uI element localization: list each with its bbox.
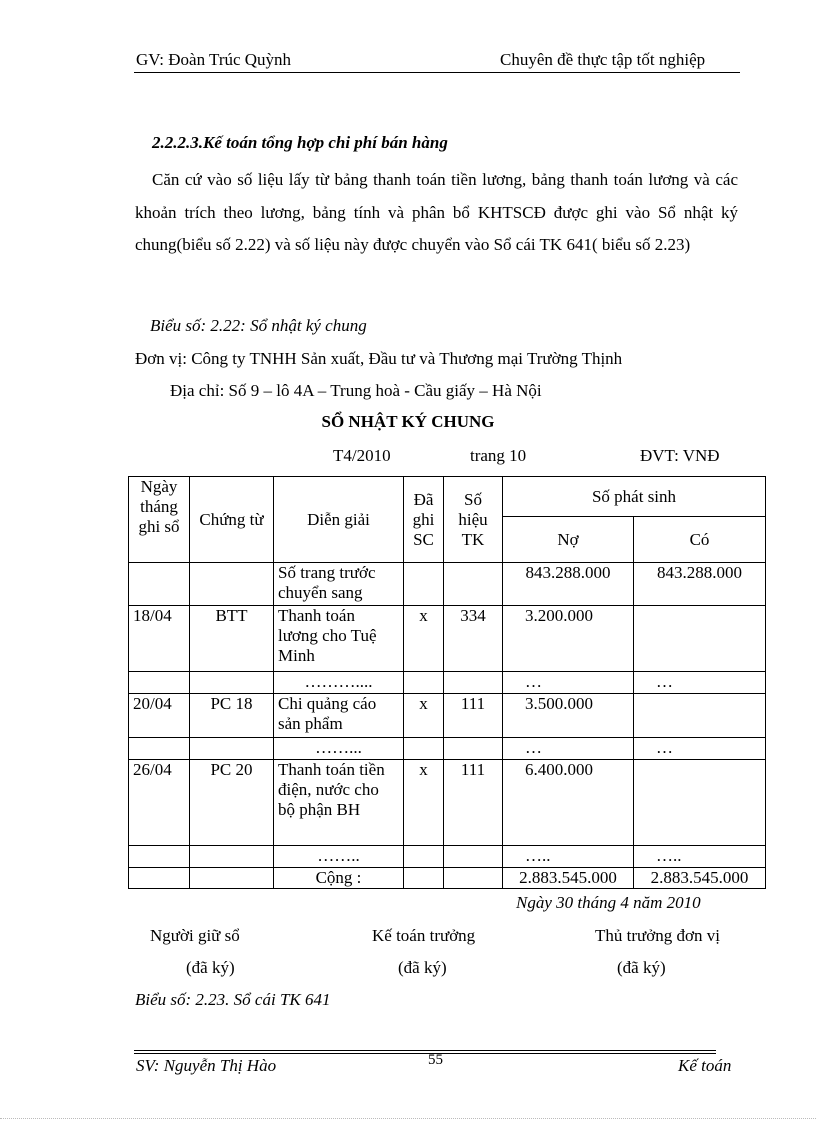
cell-voucher: [190, 868, 274, 889]
cell-description: ……..: [274, 846, 404, 868]
header-account: Số hiệu TK: [444, 477, 503, 563]
cell-description: ………....: [274, 672, 404, 694]
header-instructor: GV: Đoàn Trúc Quỳnh: [136, 50, 292, 69]
cell-voucher: [190, 563, 274, 606]
cell-date: [129, 563, 190, 606]
header-date: Ngày tháng ghi sổ: [129, 477, 190, 563]
cell-date: 18/04: [129, 606, 190, 672]
cell-debit: 843.288.000: [503, 563, 634, 606]
header-debit: Nợ: [503, 517, 634, 563]
cell-description: Thanh toán tiền điện, nước cho bộ phận BH: [274, 760, 404, 846]
signed-head: (đã ký): [617, 958, 666, 977]
next-caption: Biểu số: 2.23. Sổ cái TK 641: [135, 990, 331, 1009]
company-address: Địa chỉ: Số 9 – lô 4A – Trung hoà - Cầu giấy – Hà Nội: [170, 381, 542, 400]
table-row: [129, 672, 766, 694]
cell-date: [129, 738, 190, 760]
cell-debit: …..: [503, 846, 634, 868]
header-divider: [134, 72, 740, 73]
journal-title: SỔ NHẬT KÝ CHUNG: [321, 412, 495, 431]
journal-table: [128, 476, 766, 889]
header-amount-group: Số phát sinh: [503, 477, 766, 517]
cell-account: 334: [444, 606, 503, 672]
cell-date: [129, 672, 190, 694]
cell-posted: x: [404, 694, 444, 738]
signer-chief-accountant: Kế toán trưởng: [372, 926, 476, 945]
footer-student: SV: Nguyễn Thị Hào: [136, 1056, 277, 1075]
page-bottom-border: [0, 1118, 816, 1119]
footer-divider: [134, 1053, 716, 1054]
cell-account: [444, 738, 503, 760]
table-row-total: [129, 868, 766, 889]
footer-major: Kế toán: [678, 1056, 732, 1075]
header-report-title: Chuyên đề thực tập tốt nghiệp: [500, 50, 706, 69]
table-row: [129, 606, 766, 672]
cell-voucher: BTT: [190, 606, 274, 672]
cell-posted: x: [404, 760, 444, 846]
section-paragraph: [135, 164, 738, 262]
cell-date: [129, 868, 190, 889]
journal-period: T4/2010: [333, 446, 391, 465]
cell-credit: …: [634, 672, 766, 694]
company-name: Đơn vị: Công ty TNHH Sản xuất, Đầu tư và Thương mại Trường Thịnh: [135, 349, 623, 368]
cell-debit: 3.500.000: [503, 694, 634, 738]
header-voucher: Chứng từ: [190, 477, 274, 563]
cell-debit: …: [503, 672, 634, 694]
cell-description: Cộng :: [274, 868, 404, 889]
cell-posted: x: [404, 606, 444, 672]
cell-description: Thanh toán lương cho Tuệ Minh: [274, 606, 404, 672]
table-row: [129, 760, 766, 846]
signing-date: Ngày 30 tháng 4 năm 2010: [516, 893, 701, 912]
cell-description: Chi quảng cáo sản phẩm: [274, 694, 404, 738]
cell-posted: [404, 846, 444, 868]
table-row: [129, 846, 766, 868]
paragraph-text: Căn cứ vào số liệu lấy từ bảng thanh toán tiền lương, bảng thanh toán lương và các khoản trích theo lương, bảng tính và phân bổ KHTSCĐ được ghi vào Sổ nhật ký chung(biểu số 2.22) và số liệu này được chuyển vào Sổ cái TK 641( biểu số 2.23): [135, 170, 738, 254]
cell-description: Số trang trước chuyển sang: [274, 563, 404, 606]
cell-account: 111: [444, 694, 503, 738]
cell-credit: [634, 760, 766, 846]
cell-voucher: PC 20: [190, 760, 274, 846]
cell-account: [444, 846, 503, 868]
journal-page: trang 10: [470, 446, 527, 465]
form-caption: Biểu số: 2.22: Sổ nhật ký chung: [150, 316, 367, 335]
page-number: 55: [428, 1052, 443, 1068]
cell-account: [444, 672, 503, 694]
signer-head: Thủ trưởng đơn vị: [595, 926, 720, 945]
cell-credit: …..: [634, 846, 766, 868]
table-row: [129, 738, 766, 760]
table-row: [129, 563, 766, 606]
journal-unit: ĐVT: VNĐ: [640, 446, 720, 465]
cell-voucher: PC 18: [190, 694, 274, 738]
cell-voucher: [190, 738, 274, 760]
cell-posted: [404, 672, 444, 694]
cell-voucher: [190, 846, 274, 868]
header-credit: Có: [634, 517, 766, 563]
cell-date: 20/04: [129, 694, 190, 738]
cell-date: 26/04: [129, 760, 190, 846]
signer-keeper: Người giữ sổ: [150, 926, 240, 945]
signed-keeper: (đã ký): [186, 958, 235, 977]
header-description: Diễn giải: [274, 477, 404, 563]
cell-credit: [634, 606, 766, 672]
footer-divider: [134, 1050, 716, 1051]
section-heading: 2.2.2.3.Kế toán tổng hợp chi phí bán hàng: [152, 133, 448, 152]
cell-voucher: [190, 672, 274, 694]
cell-account: 111: [444, 760, 503, 846]
signed-chief-accountant: (đã ký): [398, 958, 447, 977]
cell-debit: 3.200.000: [503, 606, 634, 672]
cell-posted: [404, 563, 444, 606]
cell-account: [444, 563, 503, 606]
cell-credit: …: [634, 738, 766, 760]
cell-credit: 2.883.545.000: [634, 868, 766, 889]
cell-date: [129, 846, 190, 868]
cell-credit: [634, 694, 766, 738]
cell-posted: [404, 868, 444, 889]
cell-account: [444, 868, 503, 889]
cell-credit: 843.288.000: [634, 563, 766, 606]
header-posted: Đã ghi SC: [404, 477, 444, 563]
cell-debit: …: [503, 738, 634, 760]
cell-debit: 2.883.545.000: [503, 868, 634, 889]
table-row: [129, 694, 766, 738]
cell-debit: 6.400.000: [503, 760, 634, 846]
cell-posted: [404, 738, 444, 760]
cell-description: ……...: [274, 738, 404, 760]
